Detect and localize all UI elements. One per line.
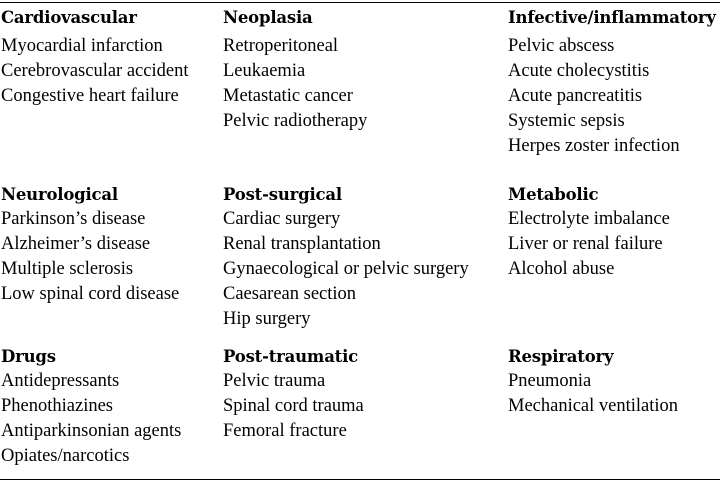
- category-group: [1, 5, 221, 109]
- list-item: Liver or renal failure: [508, 234, 663, 254]
- list-item: Spinal cord trauma: [223, 396, 364, 416]
- list-item: Metastatic cancer: [223, 86, 353, 106]
- table-bottom-rule: [0, 479, 720, 480]
- category-group: [508, 344, 720, 419]
- category-heading: Neurological: [1, 185, 118, 204]
- category-group: [508, 5, 720, 159]
- list-item: Renal transplantation: [223, 234, 381, 254]
- list-item: Alzheimer’s disease: [1, 234, 151, 254]
- list-item: Parkinson’s disease: [1, 209, 146, 229]
- list-item: Retroperitoneal: [223, 36, 339, 56]
- list-item: Hip surgery: [223, 309, 311, 329]
- list-item: Pelvic radiotherapy: [223, 111, 368, 131]
- category-group: [508, 182, 720, 282]
- table-top-rule: [0, 2, 720, 3]
- list-item: Antiparkinsonian agents: [1, 421, 182, 441]
- list-item: Femoral fracture: [223, 421, 347, 441]
- list-item: Acute cholecystitis: [508, 61, 650, 81]
- list-item: Congestive heart failure: [1, 86, 179, 106]
- list-item: Low spinal cord disease: [1, 284, 180, 304]
- list-item: Cerebrovascular accident: [1, 61, 189, 81]
- list-item: Phenothiazines: [1, 396, 114, 416]
- category-heading: Drugs: [1, 347, 56, 366]
- list-item: Electrolyte imbalance: [508, 209, 670, 229]
- category-group: [1, 344, 221, 469]
- list-item: Pelvic abscess: [508, 36, 615, 56]
- list-item: Multiple sclerosis: [1, 259, 134, 279]
- list-item: Myocardial infarction: [1, 36, 163, 56]
- list-item: Systemic sepsis: [508, 111, 625, 131]
- list-item: Pelvic trauma: [223, 371, 326, 391]
- category-group: [1, 182, 221, 307]
- list-item: Mechanical ventilation: [508, 396, 679, 416]
- category-heading: Infective/inflammatory: [508, 8, 716, 27]
- category-group: [223, 5, 505, 134]
- category-heading: Respiratory: [508, 347, 614, 366]
- list-item: Opiates/narcotics: [1, 446, 130, 466]
- category-heading: Metabolic: [508, 185, 599, 204]
- list-item: Caesarean section: [223, 284, 357, 304]
- category-heading: Post-traumatic: [223, 347, 359, 366]
- list-item: Pneumonia: [508, 371, 592, 391]
- list-item: Herpes zoster infection: [508, 136, 680, 156]
- list-item: Acute pancreatitis: [508, 86, 643, 106]
- list-item: Alcohol abuse: [508, 259, 615, 279]
- category-group: [223, 344, 505, 444]
- category-heading: Neoplasia: [223, 8, 313, 27]
- category-heading: Post-surgical: [223, 185, 342, 204]
- list-item: Gynaecological or pelvic surgery: [223, 259, 469, 279]
- list-item: Antidepressants: [1, 371, 120, 391]
- category-heading: Cardiovascular: [1, 8, 137, 27]
- list-item: Leukaemia: [223, 61, 306, 81]
- category-group: [223, 182, 505, 332]
- list-item: Cardiac surgery: [223, 209, 341, 229]
